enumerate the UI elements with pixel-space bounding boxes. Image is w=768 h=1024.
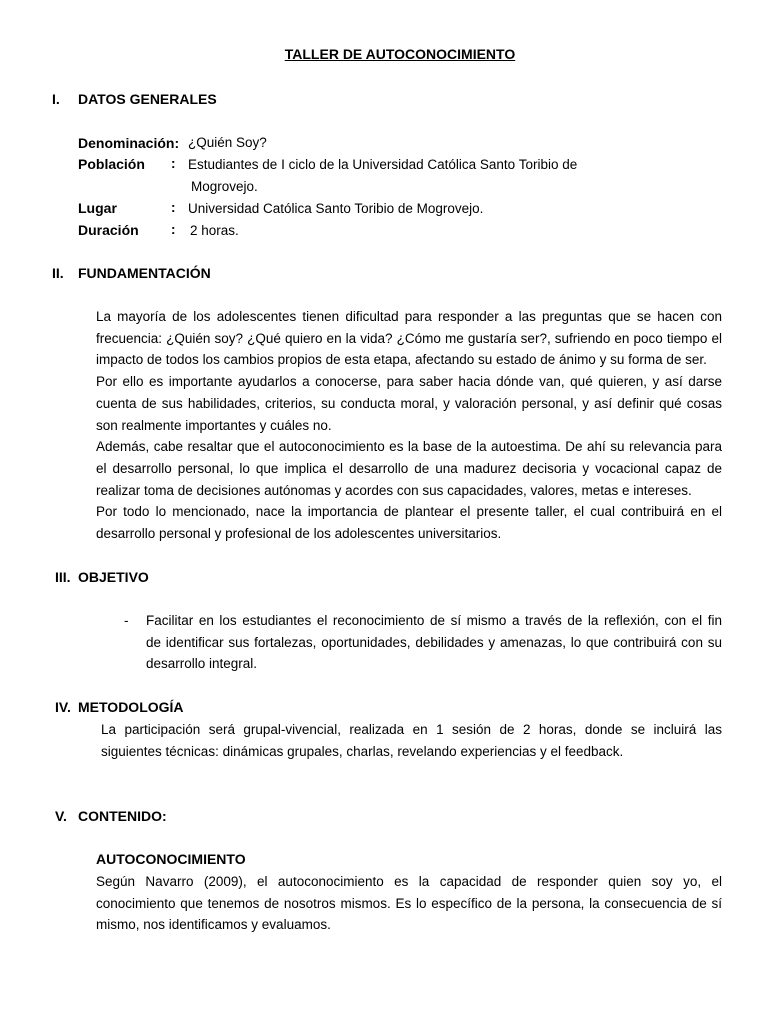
poblacion-label: Población <box>78 156 145 172</box>
section-title: CONTENIDO: <box>78 808 167 824</box>
text-line: Por todo lo mencionado, nace la importancia de plantear el presente taller, el cual contribuirá en el <box>96 504 722 520</box>
denominacion-label: Denominación: <box>78 135 180 151</box>
denominacion-value: ¿Quién Soy? <box>188 135 267 150</box>
contenido-subtitle: AUTOCONOCIMIENTO <box>96 851 246 867</box>
section-title: OBJETIVO <box>78 569 149 585</box>
metodologia-paragraph <box>101 719 722 762</box>
poblacion-colon: : <box>171 156 176 171</box>
section-title: METODOLOGÍA <box>78 699 184 715</box>
section-title: FUNDAMENTACIÓN <box>78 265 211 281</box>
text-line: desarrollo personal y profesional de los adolescentes universitarios. <box>96 526 502 542</box>
text-line: conocimiento que tenemos de nosotros mismos. Es lo específico de la persona, la consecuencia de sí <box>96 895 722 911</box>
duracion-value: 2 horas. <box>190 223 239 238</box>
duracion-colon: : <box>171 222 176 237</box>
text-line: La participación será grupal-vivencial, realizada en 1 sesión de 2 horas, donde se incluirá las <box>101 722 722 737</box>
text-line: mismo, nos identificamos y evaluamos. <box>96 917 331 933</box>
objetivo-paragraph <box>146 610 722 675</box>
lugar-value: Universidad Católica Santo Toribio de Mogrovejo. <box>188 201 484 216</box>
poblacion-value-line-1: Estudiantes de I ciclo de la Universidad Católica Santo Toribio de <box>188 157 578 172</box>
text-line: Además, cabe resaltar que el autoconocimiento es la base de la autoestima. De ahí su relevancia para <box>96 439 722 455</box>
text-line: son realmente importantes y cuáles no. <box>96 417 332 433</box>
lugar-label: Lugar <box>78 200 117 216</box>
text-line: Facilitar en los estudiantes el reconocimiento de sí mismo a través de la reflexión, con el fin <box>146 613 722 628</box>
text-line: de identificar sus fortalezas, oportunidades, debilidades y amenazas, lo que contribuirá con su <box>146 634 722 650</box>
section-number: II. <box>52 265 64 281</box>
text-line: frecuencia: ¿Quién soy? ¿Qué quiero en la vida? ¿Cómo me gustaría ser?, sufriendo en poco tiempo el <box>96 330 722 346</box>
text-line: siguientes técnicas: dinámicas grupales, charlas, revelando experiencias y el feedback. <box>101 743 624 759</box>
fundamentacion-paragraph <box>96 306 722 545</box>
duracion-label: Duración <box>78 222 139 238</box>
text-line: desarrollo integral. <box>146 656 258 672</box>
text-line: impacto de todos los cambios propios de esta etapa, afectando su estado de ánimo y su forma de ser. <box>96 352 707 368</box>
section-number: V. <box>55 808 67 824</box>
text-line: Según Navarro (2009), el autoconocimiento es la capacidad de responder quien soy yo, el <box>96 874 722 889</box>
section-number: IV. <box>55 699 71 715</box>
text-line: el desarrollo personal, lo que implica el desarrollo de una madurez decisoria y vocacional capaz de <box>96 460 722 476</box>
text-line: realizar toma de decisiones autónomas y acordes con sus capacidades, valores, metas e intereses. <box>96 482 692 498</box>
bullet-dash: - <box>124 613 129 628</box>
text-line: Por ello es importante ayudarlos a conocerse, para saber hacia dónde van, qué quieren, y así darse <box>96 374 722 390</box>
poblacion-value-line-2: Mogrovejo. <box>191 179 258 194</box>
document-title: TALLER DE AUTOCONOCIMIENTO <box>284 46 516 62</box>
text-line: cuenta de sus habilidades, criterios, su conducta moral, y valoración personal, y así definir qué cosas <box>96 395 722 411</box>
text-line: La mayoría de los adolescentes tienen dificultad para responder a las preguntas que se hacen con <box>96 309 722 324</box>
lugar-colon: : <box>171 200 176 215</box>
section-number: I. <box>52 91 60 107</box>
section-number: III. <box>55 569 71 585</box>
contenido-paragraph <box>96 871 722 936</box>
section-title: DATOS GENERALES <box>78 91 217 107</box>
